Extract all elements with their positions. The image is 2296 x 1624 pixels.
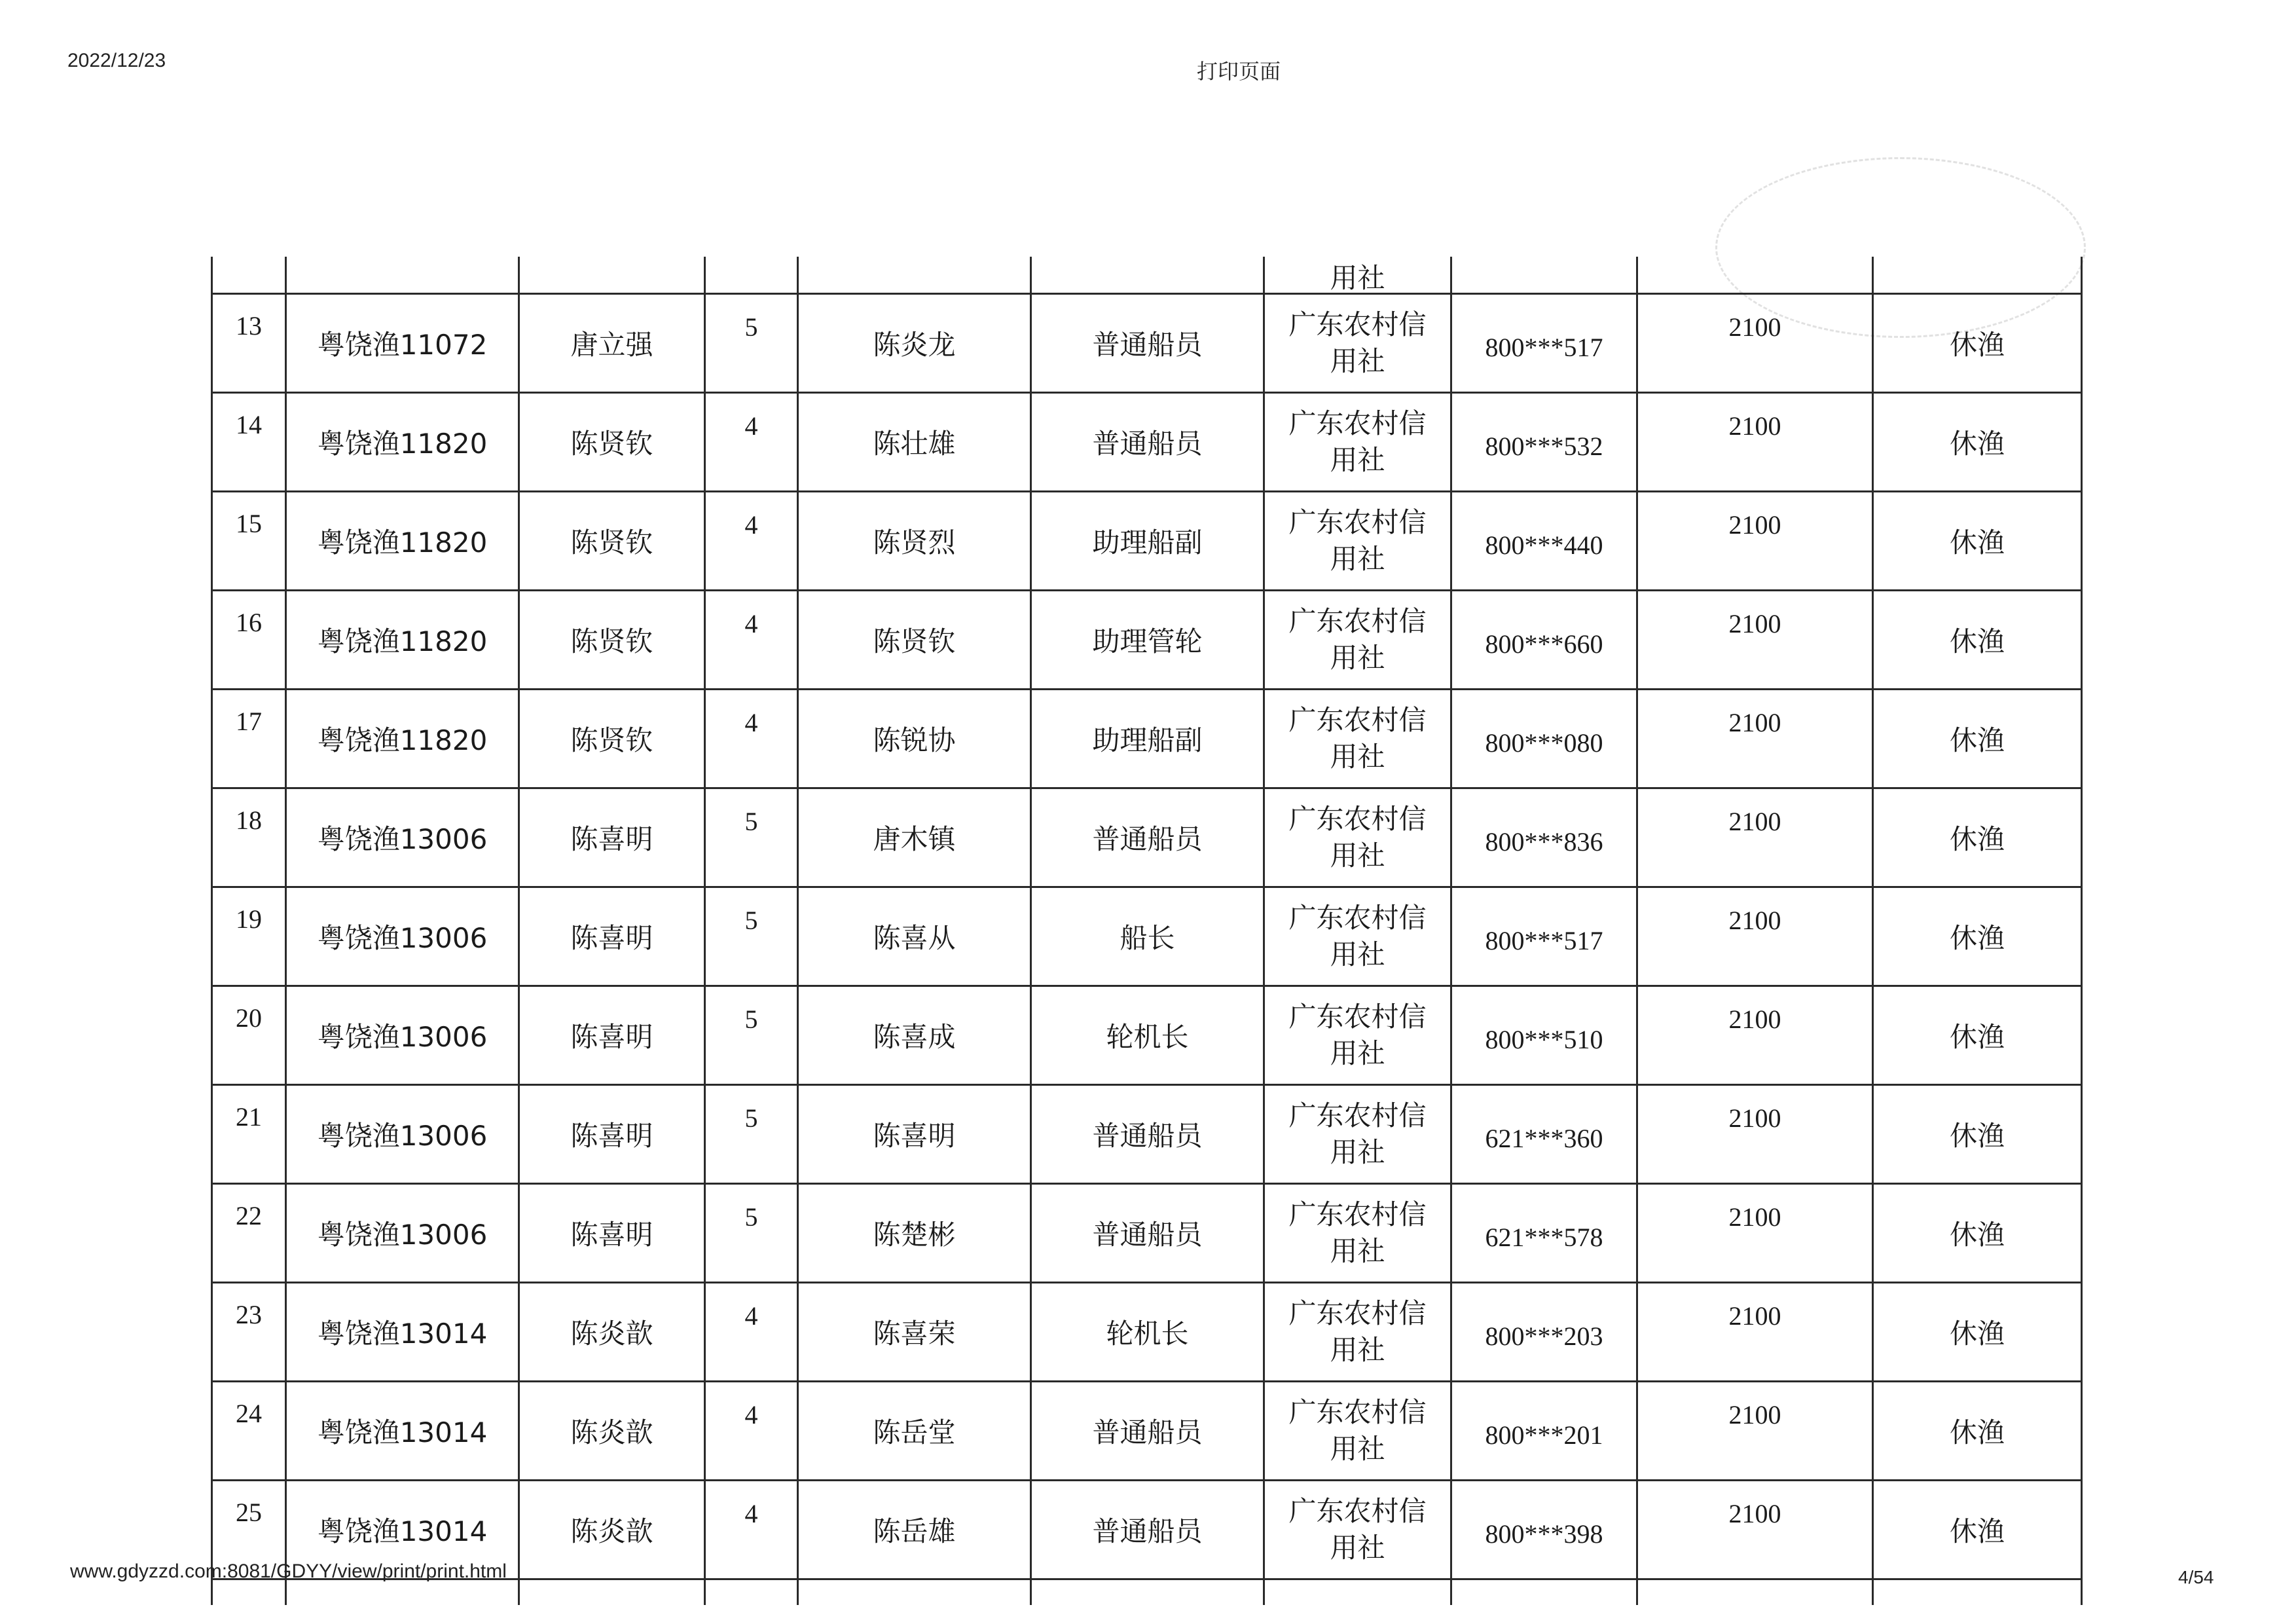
crew-count-cell: 4 <box>705 392 798 491</box>
table-cell <box>1031 257 1264 293</box>
amount-cell: 2100 <box>1637 986 1873 1084</box>
bank-name-line2: 用社 <box>1330 344 1385 377</box>
table-cell <box>1264 1579 1451 1605</box>
owner-name-cell: 陈喜明 <box>519 788 705 887</box>
boat-number-cell: 粤饶渔13006 <box>286 1084 519 1183</box>
crew-name-cell: 陈喜荣 <box>798 1282 1031 1381</box>
bank-name-line1: 广东农村信 <box>1288 1198 1427 1230</box>
amount-cell: 2100 <box>1637 1480 1873 1579</box>
crew-name-cell: 陈喜成 <box>798 986 1031 1084</box>
crew-role-cell: 普通船员 <box>1031 788 1264 887</box>
table-cell <box>1637 1579 1873 1605</box>
amount-cell: 2100 <box>1637 491 1873 590</box>
payment-table <box>211 257 2081 1605</box>
crew-count-cell: 4 <box>705 1282 798 1381</box>
bank-name-line2: 用社 <box>1330 1432 1385 1465</box>
amount-cell: 2100 <box>1637 1084 1873 1183</box>
account-cell: 800***660 <box>1451 590 1637 689</box>
table-row <box>212 887 2082 986</box>
subsidy-type-cell: 休渔 <box>1873 1282 2082 1381</box>
owner-name-cell: 唐立强 <box>519 293 705 392</box>
bank-cell <box>1264 392 1451 491</box>
crew-count-cell: 4 <box>705 491 798 590</box>
table-cell <box>286 257 519 293</box>
table-row <box>212 392 2082 491</box>
table-cell <box>1031 1579 1264 1605</box>
crew-count-cell: 5 <box>705 788 798 887</box>
bank-name-line2: 用社 <box>1330 1234 1385 1267</box>
crew-name-cell: 陈楚彬 <box>798 1183 1031 1282</box>
boat-number-cell: 粤饶渔11820 <box>286 590 519 689</box>
crew-name-cell: 陈贤钦 <box>798 590 1031 689</box>
boat-number-cell: 粤饶渔11072 <box>286 293 519 392</box>
amount-cell: 2100 <box>1637 887 1873 986</box>
account-cell: 800***201 <box>1451 1381 1637 1480</box>
table-cell <box>212 257 286 293</box>
row-index-cell: 13 <box>212 293 286 392</box>
bank-cell <box>1264 788 1451 887</box>
table-cell <box>705 257 798 293</box>
table-row-continued <box>212 257 2082 293</box>
payment-table-grid <box>211 257 2083 1605</box>
owner-name-cell: 陈炎歆 <box>519 1480 705 1579</box>
amount-cell: 2100 <box>1637 590 1873 689</box>
owner-name-cell: 陈喜明 <box>519 986 705 1084</box>
crew-role-cell: 普通船员 <box>1031 392 1264 491</box>
crew-count-cell: 4 <box>705 590 798 689</box>
crew-name-cell: 陈锐协 <box>798 689 1031 788</box>
owner-name-cell: 陈贤钦 <box>519 590 705 689</box>
row-index-cell: 23 <box>212 1282 286 1381</box>
bank-name-line1: 广东农村信 <box>1288 901 1427 934</box>
crew-count-cell: 5 <box>705 293 798 392</box>
table-cell <box>798 1579 1031 1605</box>
amount-cell: 2100 <box>1637 1183 1873 1282</box>
account-cell: 800***517 <box>1451 887 1637 986</box>
boat-number-cell: 粤饶渔11820 <box>286 491 519 590</box>
bank-cell <box>1264 1084 1451 1183</box>
owner-name-cell: 陈喜明 <box>519 887 705 986</box>
bank-cell <box>1264 1282 1451 1381</box>
subsidy-type-cell: 休渔 <box>1873 491 2082 590</box>
subsidy-type-cell: 休渔 <box>1873 887 2082 986</box>
table-cell <box>1873 257 2082 293</box>
table-cell <box>1451 257 1637 293</box>
table-row <box>212 689 2082 788</box>
table-row <box>212 788 2082 887</box>
account-cell: 800***517 <box>1451 293 1637 392</box>
subsidy-type-cell: 休渔 <box>1873 1480 2082 1579</box>
bank-cell <box>1264 293 1451 392</box>
bank-cell <box>1264 1381 1451 1480</box>
subsidy-type-cell: 休渔 <box>1873 1084 2082 1183</box>
account-cell: 800***398 <box>1451 1480 1637 1579</box>
table-row <box>212 1183 2082 1282</box>
table-row <box>212 590 2082 689</box>
crew-role-cell: 普通船员 <box>1031 1183 1264 1282</box>
account-cell: 800***080 <box>1451 689 1637 788</box>
bank-name-line1: 广东农村信 <box>1288 1395 1427 1428</box>
crew-role-cell: 助理船副 <box>1031 491 1264 590</box>
table-row <box>212 1381 2082 1480</box>
owner-name-cell: 陈炎歆 <box>519 1381 705 1480</box>
bank-name-line2: 用社 <box>1330 1333 1385 1366</box>
row-index-cell: 20 <box>212 986 286 1084</box>
bank-name-line1: 广东农村信 <box>1288 703 1427 736</box>
bank-cell <box>1264 1480 1451 1579</box>
page-title: 打印页面 <box>1197 59 1281 84</box>
crew-name-cell: 陈贤烈 <box>798 491 1031 590</box>
crew-role-cell: 普通船员 <box>1031 293 1264 392</box>
table-row <box>212 1084 2082 1183</box>
account-cell: 800***510 <box>1451 986 1637 1084</box>
account-cell: 800***440 <box>1451 491 1637 590</box>
boat-number-cell: 粤饶渔13006 <box>286 887 519 986</box>
print-date: 2022/12/23 <box>67 50 166 71</box>
account-cell: 800***203 <box>1451 1282 1637 1381</box>
bank-name-line1: 广东农村信 <box>1288 506 1427 538</box>
bank-name-line1: 广东农村信 <box>1288 1000 1427 1033</box>
bank-name-line2: 用社 <box>1330 542 1385 575</box>
owner-name-cell: 陈贤钦 <box>519 491 705 590</box>
crew-count-cell: 5 <box>705 1183 798 1282</box>
amount-cell: 2100 <box>1637 1282 1873 1381</box>
amount-cell: 2100 <box>1637 293 1873 392</box>
bank-name-line2: 用社 <box>1330 641 1385 674</box>
owner-name-cell: 陈炎歆 <box>519 1282 705 1381</box>
subsidy-type-cell: 休渔 <box>1873 1183 2082 1282</box>
bank-name-line1: 广东农村信 <box>1288 1297 1427 1329</box>
row-index-cell: 18 <box>212 788 286 887</box>
bank-name-line1: 广东农村信 <box>1288 802 1427 835</box>
subsidy-type-cell: 休渔 <box>1873 689 2082 788</box>
row-index-cell: 24 <box>212 1381 286 1480</box>
subsidy-type-cell: 休渔 <box>1873 788 2082 887</box>
amount-cell: 2100 <box>1637 1381 1873 1480</box>
bank-cell-continued: 用社 <box>1264 257 1451 293</box>
crew-name-cell: 陈炎龙 <box>798 293 1031 392</box>
crew-role-cell: 普通船员 <box>1031 1480 1264 1579</box>
table-cell <box>1451 1579 1637 1605</box>
bank-name-line2: 用社 <box>1330 1531 1385 1564</box>
table-row <box>212 1282 2082 1381</box>
row-index-cell: 25 <box>212 1480 286 1579</box>
bank-name-line1: 广东农村信 <box>1288 1099 1427 1132</box>
bank-name-line2: 用社 <box>1330 443 1385 476</box>
row-index-cell: 22 <box>212 1183 286 1282</box>
crew-name-cell: 陈喜从 <box>798 887 1031 986</box>
owner-name-cell: 陈喜明 <box>519 1183 705 1282</box>
bank-cell <box>1264 1183 1451 1282</box>
crew-name-cell: 陈喜明 <box>798 1084 1031 1183</box>
subsidy-type-cell: 休渔 <box>1873 392 2082 491</box>
crew-count-cell: 5 <box>705 986 798 1084</box>
bank-cell <box>1264 986 1451 1084</box>
table-cell <box>1637 257 1873 293</box>
crew-role-cell: 普通船员 <box>1031 1084 1264 1183</box>
table-row <box>212 491 2082 590</box>
bank-name-line2: 用社 <box>1330 1037 1385 1069</box>
boat-number-cell: 粤饶渔13006 <box>286 788 519 887</box>
crew-role-cell: 普通船员 <box>1031 1381 1264 1480</box>
owner-name-cell: 陈贤钦 <box>519 689 705 788</box>
subsidy-type-cell: 休渔 <box>1873 590 2082 689</box>
footer-url: www.gdyzzd.com:8081/GDYY/view/print/print.html <box>70 1560 507 1582</box>
bank-name-line2: 用社 <box>1330 839 1385 872</box>
crew-count-cell: 5 <box>705 887 798 986</box>
bank-cell <box>1264 491 1451 590</box>
row-index-cell: 19 <box>212 887 286 986</box>
amount-cell: 2100 <box>1637 689 1873 788</box>
account-cell: 621***578 <box>1451 1183 1637 1282</box>
row-index-cell: 17 <box>212 689 286 788</box>
bank-name-line2: 用社 <box>1330 1135 1385 1168</box>
page-number: 4/54 <box>2178 1567 2214 1587</box>
boat-number-cell: 粤饶渔11820 <box>286 689 519 788</box>
subsidy-type-cell: 休渔 <box>1873 293 2082 392</box>
subsidy-type-cell: 休渔 <box>1873 1381 2082 1480</box>
table-cell <box>705 1579 798 1605</box>
crew-count-cell: 5 <box>705 1084 798 1183</box>
bank-name-line1: 广东农村信 <box>1288 308 1427 341</box>
crew-count-cell: 4 <box>705 1381 798 1480</box>
bank-cell <box>1264 590 1451 689</box>
row-index-cell: 21 <box>212 1084 286 1183</box>
crew-name-cell: 陈壮雄 <box>798 392 1031 491</box>
row-index-cell: 16 <box>212 590 286 689</box>
crew-role-cell: 船长 <box>1031 887 1264 986</box>
crew-count-cell: 4 <box>705 1480 798 1579</box>
account-cell: 800***836 <box>1451 788 1637 887</box>
table-row <box>212 986 2082 1084</box>
row-index-cell: 14 <box>212 392 286 491</box>
table-cell <box>1873 1579 2082 1605</box>
bank-name-line1: 广东农村信 <box>1288 1494 1427 1527</box>
table-row <box>212 293 2082 392</box>
crew-name-cell: 陈岳雄 <box>798 1480 1031 1579</box>
account-cell: 800***532 <box>1451 392 1637 491</box>
subsidy-type-cell: 休渔 <box>1873 986 2082 1084</box>
bank-cell <box>1264 887 1451 986</box>
owner-name-cell: 陈贤钦 <box>519 392 705 491</box>
boat-number-cell: 粤饶渔13006 <box>286 1183 519 1282</box>
boat-number-cell: 粤饶渔13014 <box>286 1282 519 1381</box>
crew-role-cell: 助理船副 <box>1031 689 1264 788</box>
crew-role-cell: 助理管轮 <box>1031 590 1264 689</box>
account-cell: 621***360 <box>1451 1084 1637 1183</box>
table-cell <box>519 1579 705 1605</box>
bank-name-line2: 用社 <box>1330 938 1385 970</box>
boat-number-cell: 粤饶渔13006 <box>286 986 519 1084</box>
crew-count-cell: 4 <box>705 689 798 788</box>
crew-name-cell: 陈岳堂 <box>798 1381 1031 1480</box>
row-index-cell: 15 <box>212 491 286 590</box>
owner-name-cell: 陈喜明 <box>519 1084 705 1183</box>
crew-name-cell: 唐木镇 <box>798 788 1031 887</box>
boat-number-cell: 粤饶渔13014 <box>286 1480 519 1579</box>
boat-number-cell: 粤饶渔11820 <box>286 392 519 491</box>
table-cell <box>798 257 1031 293</box>
bank-name-line1: 广东农村信 <box>1288 407 1427 439</box>
amount-cell: 2100 <box>1637 788 1873 887</box>
bank-cell <box>1264 689 1451 788</box>
bank-name-line1: 广东农村信 <box>1288 604 1427 637</box>
crew-role-cell: 轮机长 <box>1031 986 1264 1084</box>
boat-number-cell: 粤饶渔13014 <box>286 1381 519 1480</box>
crew-role-cell: 轮机长 <box>1031 1282 1264 1381</box>
amount-cell: 2100 <box>1637 392 1873 491</box>
table-cell <box>519 257 705 293</box>
bank-name-line2: 用社 <box>1330 740 1385 773</box>
